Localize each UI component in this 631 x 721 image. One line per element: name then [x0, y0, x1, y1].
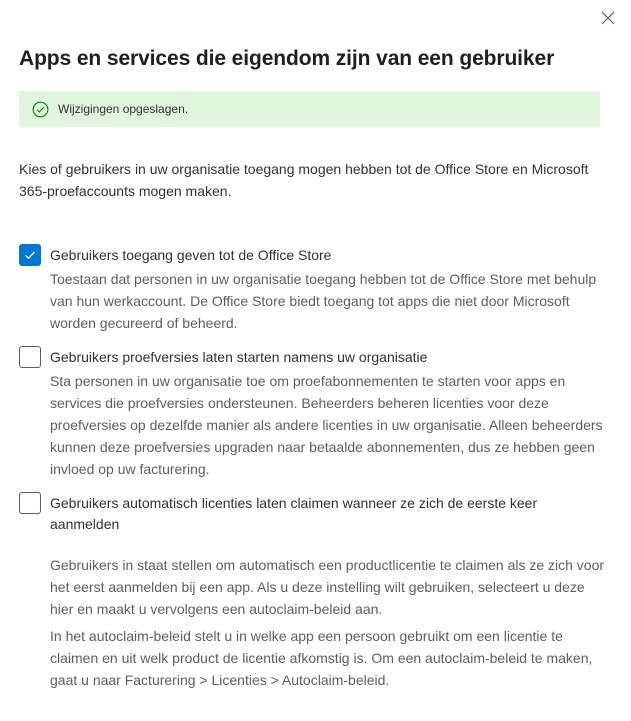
- success-banner: [19, 91, 600, 127]
- close-button[interactable]: [598, 8, 618, 28]
- auto-claim-label[interactable]: Gebruikers automatisch licenties laten claimen wanneer ze zich de eerste keer aanmelden: [50, 495, 538, 532]
- intro-text: Kies of gebruikers in uw organisatie toegang mogen hebben tot de Office Store en Microsoft 365-proefaccounts mogen maken.: [19, 161, 589, 199]
- close-icon: [598, 8, 618, 28]
- check-circle-icon: [32, 101, 49, 118]
- auto-claim-policy-description: In het autoclaim-beleid stelt u in welke app een persoon gebruikt om een licentie te claimen en uit welk product de licentie afkomstig is. Om een autoclaim-beleid te maken, gaat u naar Facturering > Licenties > Autoclaim-beleid.: [50, 628, 593, 688]
- trials-label[interactable]: Gebruikers proefversies laten starten namens uw organisatie: [50, 349, 428, 365]
- dialog-title: Apps en services die eigendom zijn van een gebruiker: [19, 47, 555, 70]
- trials-description: Sta personen in uw organisatie toe om proefabonnementen te starten voor apps en services die proefversies ondersteunen. Beheerders beheren licenties voor deze proefversies op dezelfde manier als andere licenties in uw organisatie. Alleen beheerders kunnen deze proefversies upgraden naar betaalde abonnementen, dus ze hebben geen invloed op uw facturering.: [50, 373, 603, 477]
- office-store-label[interactable]: Gebruikers toegang geven tot de Office Store: [50, 247, 332, 263]
- office-store-description: Toestaan dat personen in uw organisatie toegang hebben tot de Office Store met behulp van hun werkaccount. De Office Store biedt toegang tot apps die niet door Microsoft worden gecureerd of beheerd.: [50, 271, 597, 331]
- auto-claim-checkbox[interactable]: [19, 492, 41, 514]
- checkmark-icon: [20, 245, 40, 265]
- office-store-checkbox[interactable]: [19, 244, 41, 266]
- banner-message: Wijzigingen opgeslagen.: [58, 102, 189, 116]
- trials-checkbox[interactable]: [19, 346, 41, 368]
- auto-claim-description: Gebruikers in staat stellen om automatisch een productlicentie te claimen als ze zich voor het eerst aanmelden bij een app. Als u deze instelling wilt gebruiken, selecteert u deze hier en maakt u vervolgens een autoclaim-beleid aan.: [50, 557, 605, 617]
